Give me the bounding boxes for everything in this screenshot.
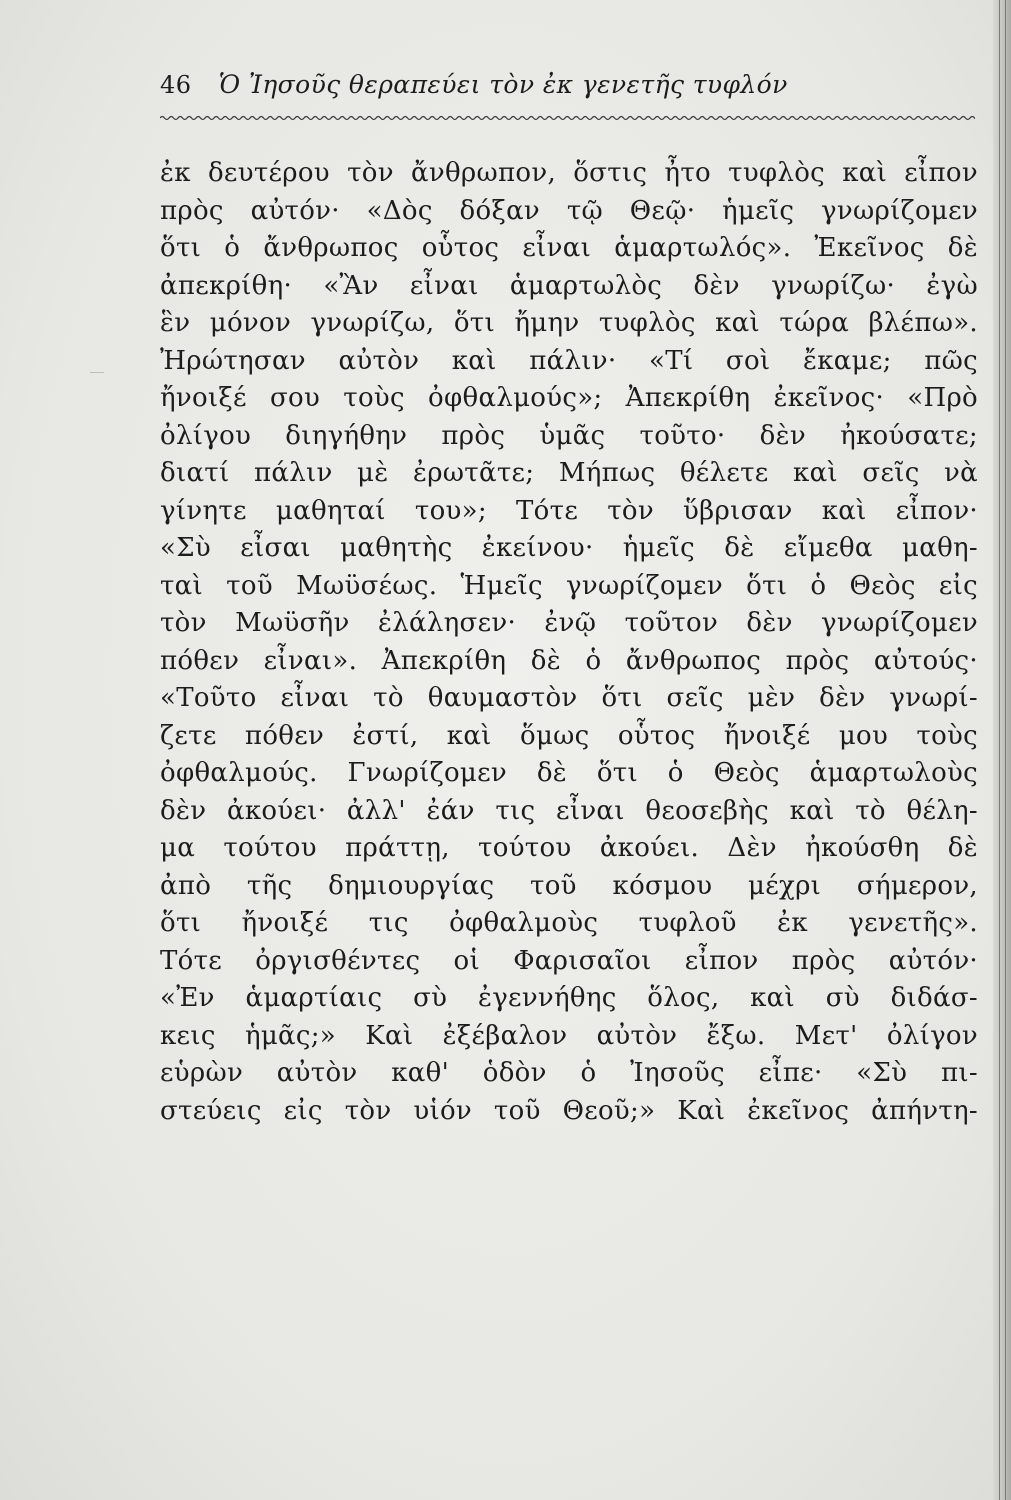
text-line: ὅτι ἤνοιξέ τις ὀφθαλμοὺς τυφλοῦ ἐκ γενετῆς». <box>160 908 978 938</box>
text-line: δὲν ἀκούει· ἀλλ' ἐάν τις εἶναι θεοσεβὴς καὶ τὸ θέλη- <box>160 795 978 826</box>
text-line: «Σὺ εἶσαι μαθητὴς ἐκείνου· ἡμεῖς δὲ εἴμεθα μαθη- <box>160 533 978 563</box>
text-line: ἀπὸ τῆς δημιουργίας τοῦ κόσμου μέχρι σήμερον, <box>160 870 978 901</box>
text-line: διατί πάλιν μὲ ἐρωτᾶτε; Μήπως θέλετε καὶ σεῖς νὰ <box>160 458 978 488</box>
text-line: πρὸς αὐτόν· «Δὸς δόξαν τῷ Θεῷ· ἡμεῖς γνωρίζομεν <box>160 195 978 226</box>
text-line: «Ἐν ἁμαρτίαις σὺ ἐγεννήθης ὅλος, καὶ σὺ διδάσ- <box>160 983 978 1013</box>
chapter-title: Ὁ Ἰησοῦς θεραπεύει τὸν ἐκ γενετῆς τυφλόν <box>218 70 788 99</box>
margin-mark <box>90 372 104 373</box>
text-line: ὅτι ὁ ἄνθρωπος οὗτος εἶναι ἁμαρτωλός». Ἐκεῖνος δὲ <box>160 233 978 263</box>
text-line: ἐκ δευτέρου τὸν ἄνθρωπον, ὅστις ἦτο τυφλὸς καὶ εἶπον <box>160 158 978 188</box>
text-line: ταὶ τοῦ Μωϋσέως. Ἡμεῖς γνωρίζομεν ὅτι ὁ Θεὸς εἰς <box>160 570 978 601</box>
text-line: Τότε ὀργισθέντες οἱ Φαρισαῖοι εἶπον πρὸς αὐτόν· <box>160 945 978 976</box>
text-line: ὀφθαλμούς. Γνωρίζομεν δὲ ὅτι ὁ Θεὸς ἁμαρτωλοὺς <box>160 758 978 788</box>
text-line: ἤνοιξέ σου τοὺς ὀφθαλμούς»; Ἀπεκρίθη ἐκεῖνος· «Πρὸ <box>160 383 978 413</box>
text-line: γίνητε μαθηταί του»; Τότε τὸν ὕβρισαν καὶ εἶπον· <box>160 495 978 526</box>
text-line: ὀλίγου διηγήθην πρὸς ὑμᾶς τοῦτο· δὲν ἠκούσατε; <box>160 420 978 451</box>
page-binding-edge <box>993 0 1011 1500</box>
running-head <box>160 70 960 110</box>
page-number: 46 <box>160 71 192 99</box>
text-line: τὸν Μωϋσῆν ἐλάλησεν· ἐνῷ τοῦτον δὲν γνωρίζομεν <box>160 608 978 638</box>
text-line: κεις ἡμᾶς;» Καὶ ἐξέβαλον αὐτὸν ἔξω. Μετ' ὀλίγον <box>160 1020 978 1051</box>
text-line: στεύεις εἰς τὸν υἱόν τοῦ Θεοῦ;» Καὶ ἐκεῖνος ἀπήντη- <box>160 1095 978 1126</box>
text-line: ἓν μόνον γνωρίζω, ὅτι ἤμην τυφλὸς καὶ τώρα βλέπω». <box>160 308 978 338</box>
body-text <box>160 155 978 1130</box>
header-wavy-rule <box>160 113 975 123</box>
text-line: πόθεν εἶναι». Ἀπεκρίθη δὲ ὁ ἄνθρωπος πρὸς αὐτούς· <box>160 645 978 676</box>
text-line: μα τούτου πράττῃ, τούτου ἀκούει. Δὲν ἠκούσθη δὲ <box>160 833 978 863</box>
text-line: ἀπεκρίθη· «Ἂν εἶναι ἁμαρτωλὸς δὲν γνωρίζω· ἐγὼ <box>160 270 978 301</box>
text-line: Ἠρώτησαν αὐτὸν καὶ πάλιν· «Τί σοὶ ἔκαμε; πῶς <box>160 345 978 376</box>
text-line: ζετε πόθεν ἐστί, καὶ ὅμως οὗτος ἤνοιξέ μου τοὺς <box>160 720 978 751</box>
text-line: εὑρὼν αὐτὸν καθ' ὁδὸν ὁ Ἰησοῦς εἶπε· «Σὺ πι- <box>160 1058 978 1088</box>
text-line: «Τοῦτο εἶναι τὸ θαυμαστὸν ὅτι σεῖς μὲν δὲν γνωρί- <box>160 683 978 713</box>
